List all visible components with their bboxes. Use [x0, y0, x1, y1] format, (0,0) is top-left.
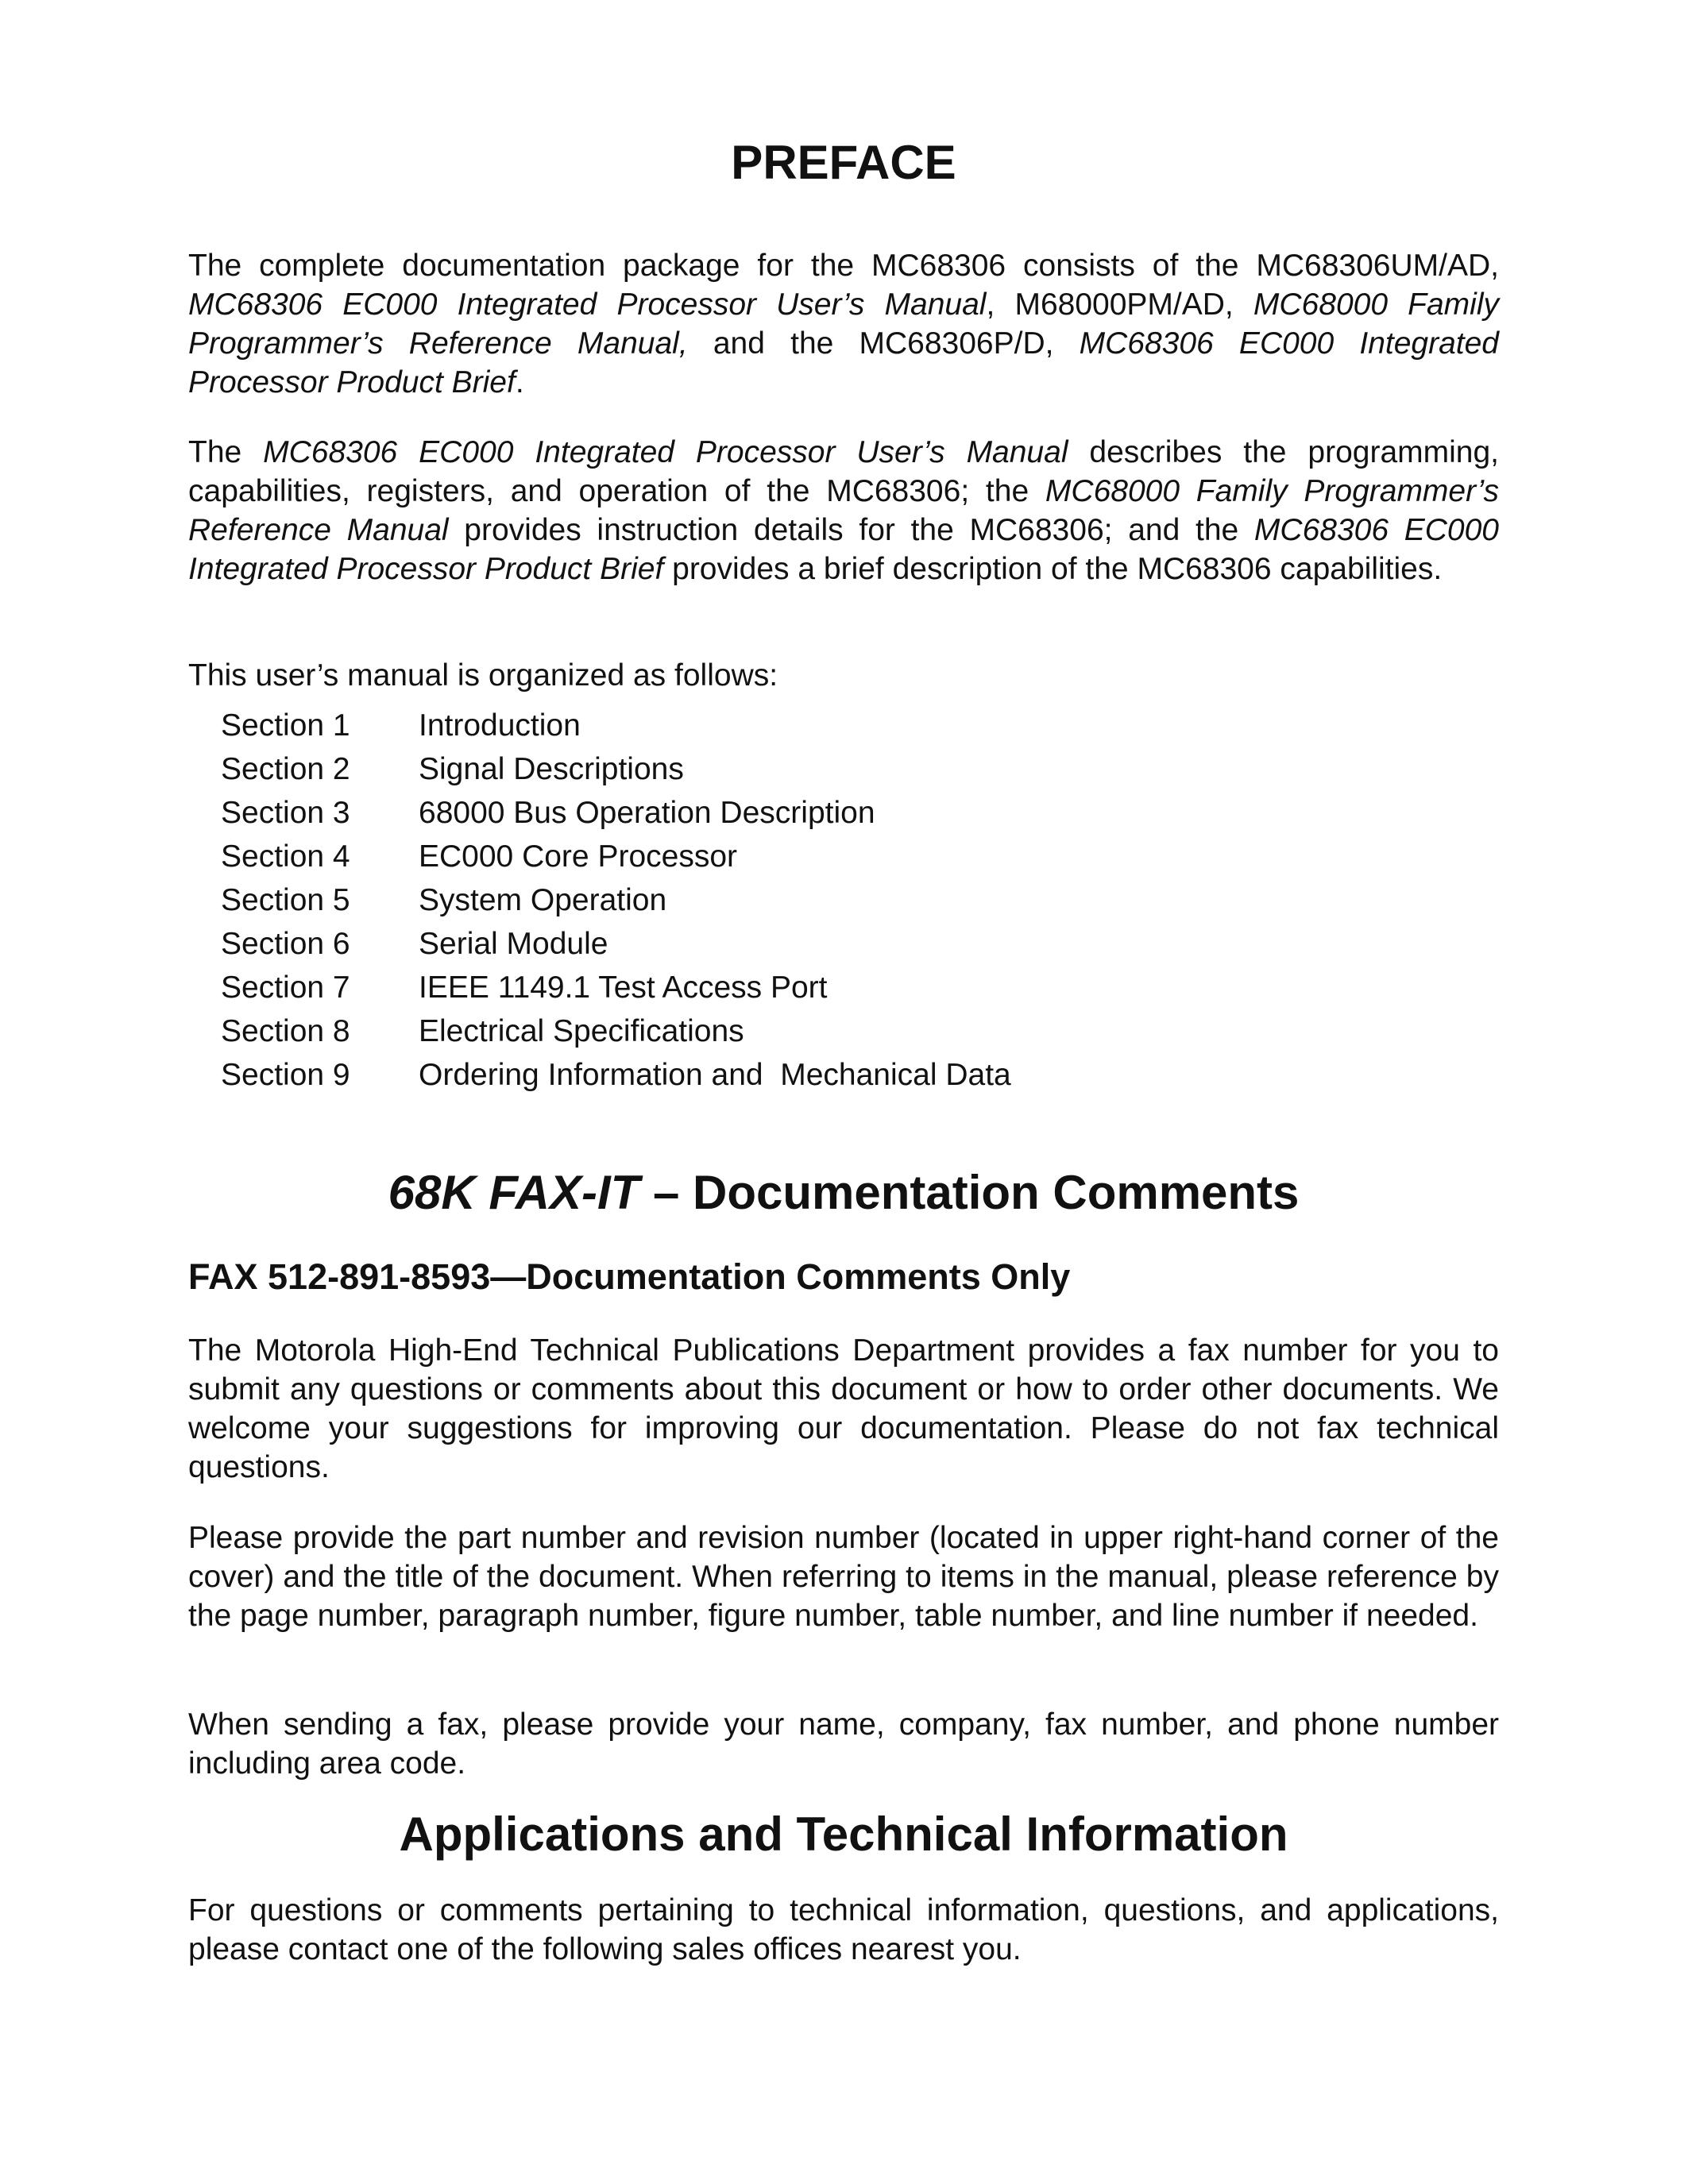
- preface-paragraph-1: [188, 246, 1499, 402]
- section-list-item: [221, 966, 1011, 1009]
- fax-subheading: FAX 512-891-8593—Documentation Comments Only: [188, 1256, 1071, 1297]
- section-title: Ordering Information and Mechanical Data: [419, 1058, 1011, 1092]
- section-number: Section 5: [221, 883, 350, 917]
- fax-paragraph-2: Please provide the part number and revision number (located in upper right-hand corner of the cover) and the title of the document. When referring to items in the manual, please reference by the page number, paragraph number, figure number, table number, and line number if needed.: [188, 1521, 1499, 1633]
- section-number: Section 2: [221, 752, 350, 786]
- section-title: System Operation: [419, 883, 667, 917]
- section-number: Section 1: [221, 708, 350, 743]
- italic-title-run: MC68000 Family Programmer’s Reference Manual: [188, 474, 1500, 547]
- section-list: [221, 704, 1011, 1097]
- section-list-item: [221, 878, 1011, 922]
- section-title: Signal Descriptions: [419, 752, 684, 786]
- fax-heading-rest: – Documentation Comments: [639, 1166, 1300, 1219]
- section-title: EC000 Core Processor: [419, 839, 738, 874]
- section-list-item: [221, 791, 1011, 835]
- section-list-item: [221, 835, 1011, 878]
- fax-paragraph-3: When sending a fax, please provide your name, company, fax number, and phone number including area code.: [188, 1707, 1499, 1781]
- text-run: and the MC68306P/D,: [687, 326, 1080, 361]
- italic-title-run: MC68306 EC000 Integrated Processor Product Brief: [188, 326, 1499, 399]
- text-run: describes the programming, capabilities, registers, and operation of the MC68306; the: [188, 435, 1499, 508]
- section-list-item: [221, 704, 1011, 747]
- text-run: provides a brief description of the MC68306 capabilities.: [663, 552, 1443, 586]
- section-number: Section 6: [221, 927, 350, 961]
- section-number: Section 8: [221, 1014, 350, 1048]
- section-title: Introduction: [419, 708, 581, 743]
- section-list-item: [221, 747, 1011, 791]
- section-title: 68000 Bus Operation Description: [419, 796, 875, 830]
- italic-title-run: MC68306 EC000 Integrated Processor User’s Manual: [263, 435, 1068, 469]
- text-run: .: [515, 365, 524, 399]
- section-number: Section 7: [221, 970, 350, 1005]
- fax-heading-italic: 68K FAX-IT: [388, 1166, 640, 1219]
- section-title: IEEE 1149.1 Test Access Port: [419, 970, 828, 1005]
- section-list-item: [221, 1053, 1011, 1097]
- section-list-item: [221, 922, 1011, 966]
- italic-title-run: MC68000 Family Programmer’s Reference Manual,: [188, 287, 1499, 361]
- text-run: The: [188, 435, 264, 469]
- italic-title-run: MC68306 EC000 Integrated Processor Product Brief: [188, 513, 1499, 586]
- text-run: , M68000PM/AD,: [986, 287, 1253, 322]
- section-number: Section 9: [221, 1058, 350, 1092]
- preface-paragraph-2: [188, 433, 1499, 588]
- section-title: Serial Module: [419, 927, 608, 961]
- section-number: Section 4: [221, 839, 350, 874]
- section-title: Electrical Specifications: [419, 1014, 744, 1048]
- section-list-item: [221, 1009, 1011, 1053]
- applications-heading: Applications and Technical Information: [399, 1808, 1288, 1861]
- fax-heading: [188, 1165, 1499, 1220]
- preface-heading: PREFACE: [731, 136, 956, 189]
- text-run: The complete documentation package for the MC68306 consists of the MC68306UM/AD,: [188, 249, 1499, 283]
- preface-paragraph-3: This user’s manual is organized as follows:: [188, 658, 778, 693]
- text-run: provides instruction details for the MC68306; and the: [448, 513, 1254, 547]
- fax-paragraph-1: The Motorola High-End Technical Publications Department provides a fax number for you to submit any questions or comments about this document or how to order other documents. We welcome your suggestions for improving our documentation. Please do not fax technical questions.: [188, 1333, 1499, 1484]
- italic-title-run: MC68306 EC000 Integrated Processor User’s Manual: [188, 287, 987, 322]
- applications-paragraph: For questions or comments pertaining to technical information, questions, and applications, please contact one of the following sales offices nearest you.: [188, 1893, 1499, 1966]
- section-number: Section 3: [221, 796, 350, 830]
